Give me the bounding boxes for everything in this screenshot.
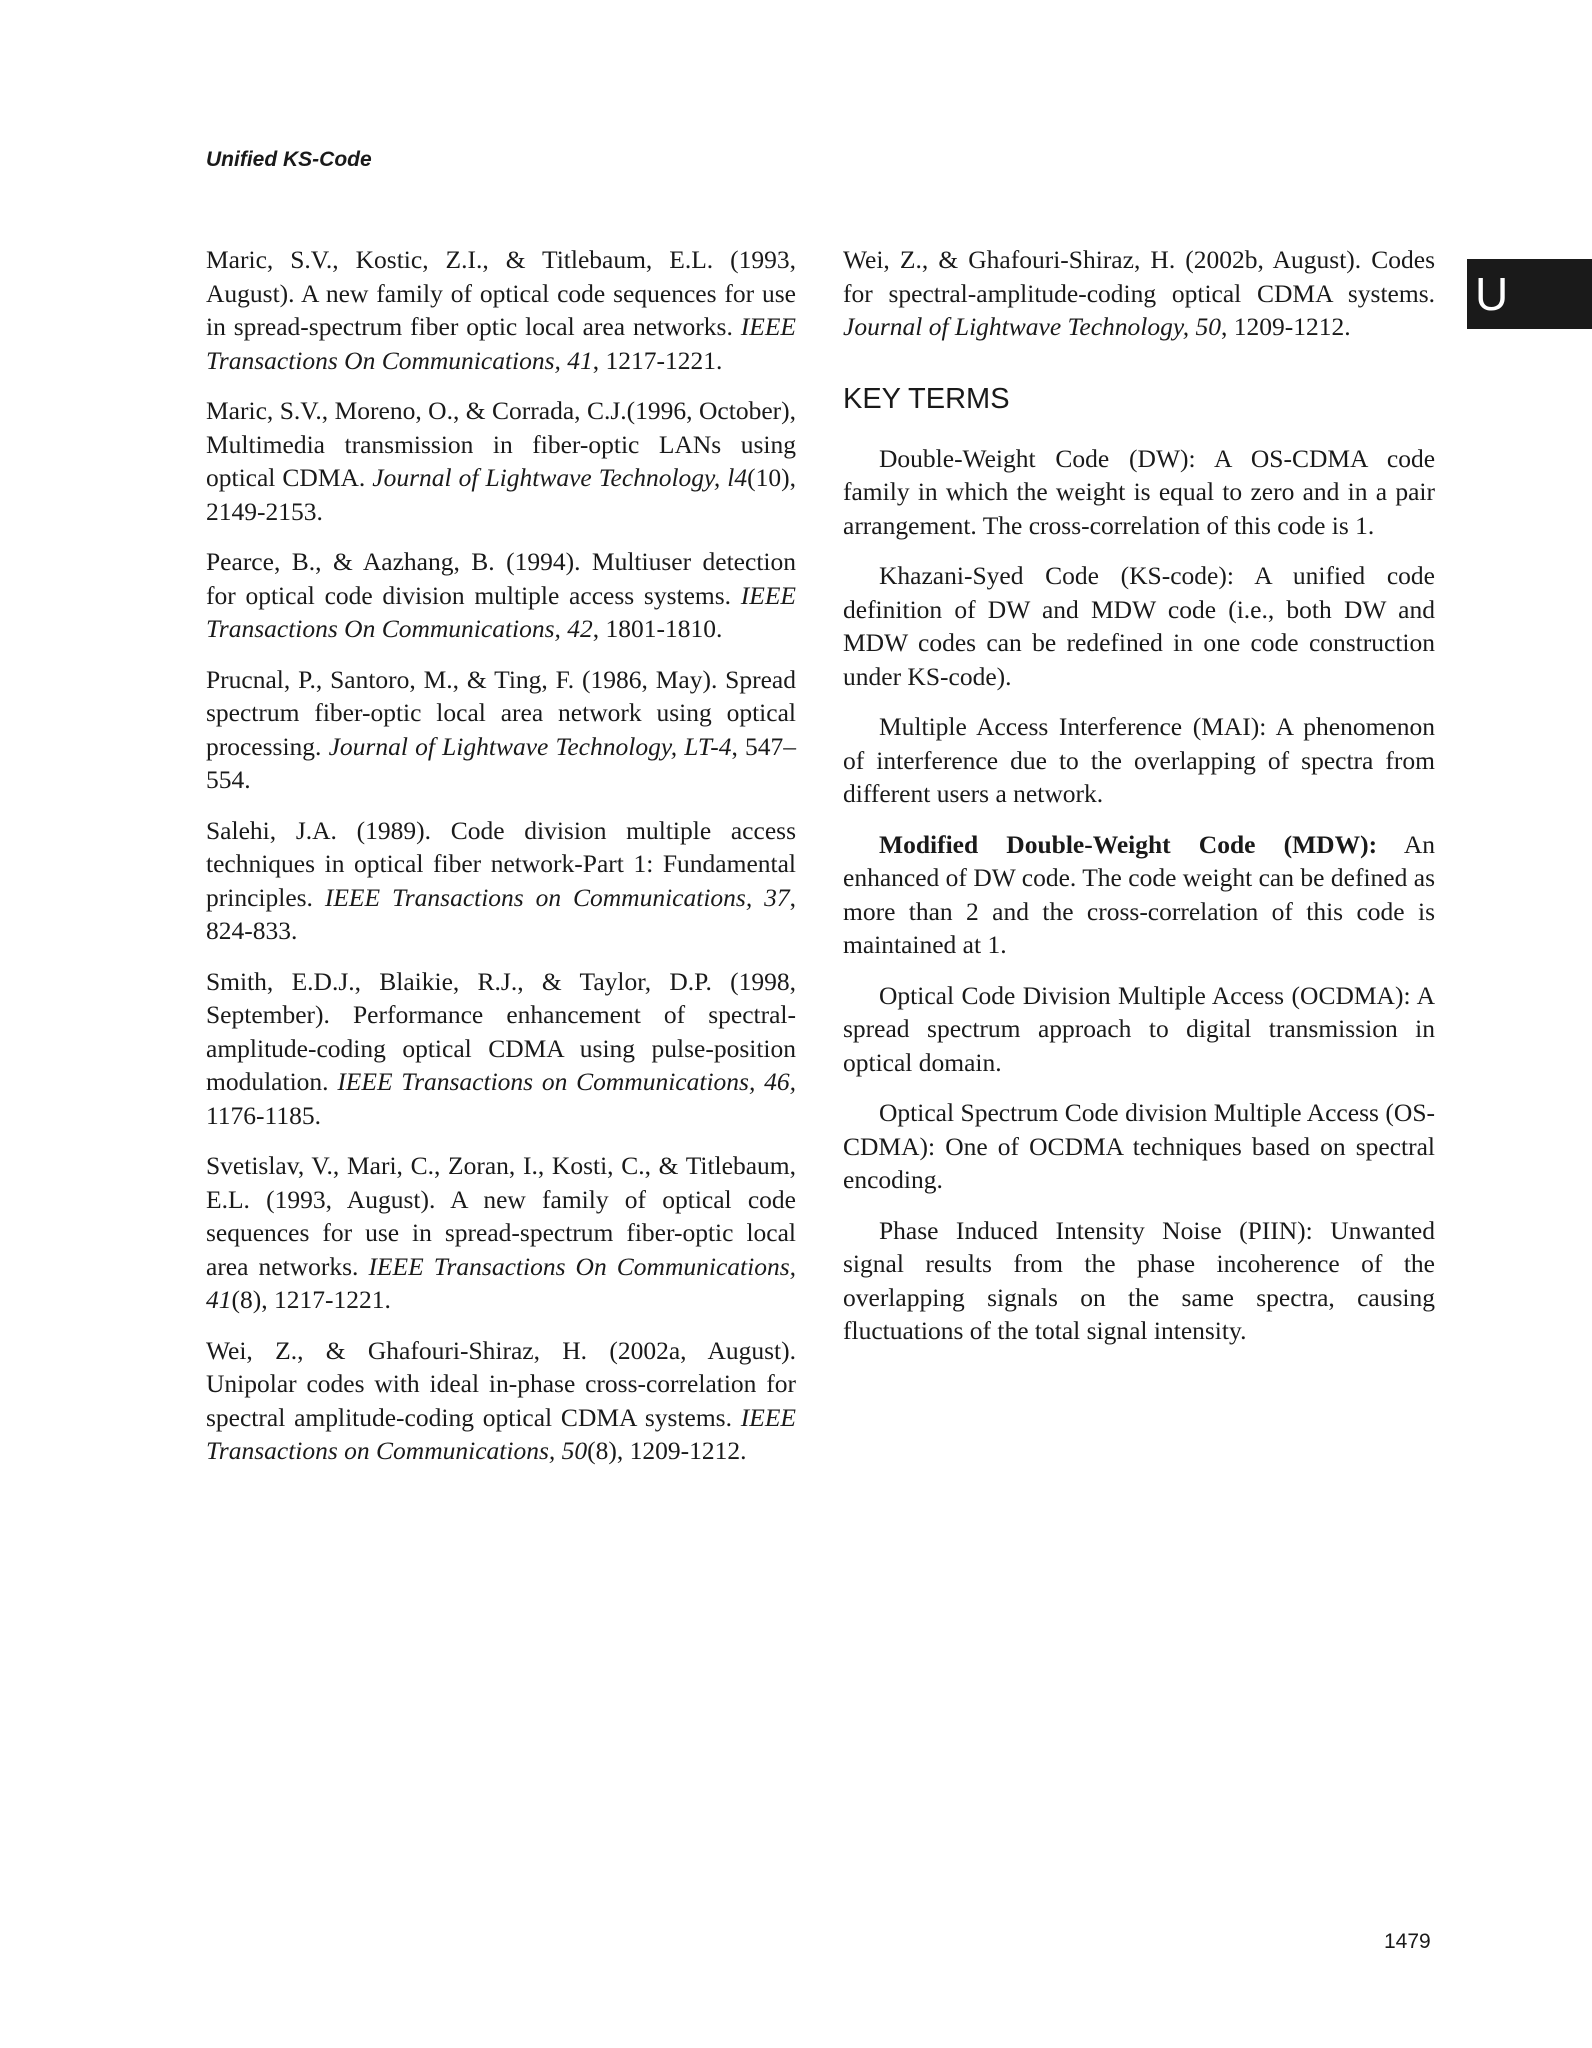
key-term-entry: Optical Code Division Multiple Access (OCDMA): A spread spectrum approach to digital transmission in optical domain. (843, 980, 1435, 1077)
key-term-name: Phase Induced Intensity Noise (PIIN): (879, 1215, 1313, 1245)
page-number: 1479 (1384, 1930, 1431, 1953)
thumb-index-tab: U (1467, 259, 1592, 329)
reference-entry: Wei, Z., & Ghafouri-Shiraz, H. (2002b, August). Codes for spectral-amplitude-coding optical CDMA systems. Journal of Lightwave Technology, 50, 1209-1212. (843, 245, 1435, 341)
reference-entry: Salehi, J.A. (1989). Code division multiple access techniques in optical fiber network-Part 1: Fundamental principles. IEEE Transactions on Communications, 37, 824-833. (206, 815, 796, 945)
key-term-name: Optical Spectrum Code division Multiple Access (OS-CDMA): (843, 1098, 1435, 1161)
key-terms-heading: KEY TERMS (843, 382, 1010, 415)
key-term-entry: Optical Spectrum Code division Multiple Access (OS-CDMA): One of OCDMA techniques based on spectral encoding. (843, 1098, 1435, 1194)
key-term-name: Multiple Access Interference (MAI): (879, 712, 1267, 741)
key-term-name: Modified Double-Weight Code (MDW): (879, 829, 1378, 859)
right-column (843, 243, 1435, 1365)
reference-entry: Svetislav, V., Mari, C., Zoran, I., Kosti, C., & Titlebaum, E.L. (1993, August). A new family of optical code sequences for use in spread-spectrum fiber-optic local area networks. IEEE Transactions On Communications, 41(8), 1217-1221. (206, 1151, 796, 1314)
key-term-entry: Double-Weight Code (DW): A OS-CDMA code family in which the weight is equal to zero and in a pair arrangement. The cross-correlation of this code is 1. (843, 443, 1436, 540)
references-left-column (206, 243, 796, 1485)
key-term-entry: Phase Induced Intensity Noise (PIIN): Unwanted signal results from the phase incoherence of the overlapping signals on the same spectra, causing fluctuations of the total signal intensity. (843, 1215, 1435, 1345)
key-term-entry: Multiple Access Interference (MAI): A phenomenon of interference due to the overlapping of spectra from different users a network. (843, 712, 1435, 808)
reference-entry: Wei, Z., & Ghafouri-Shiraz, H. (2002a, August). Unipolar codes with ideal in-phase cross-correlation for spectral amplitude-coding optical CDMA systems. IEEE Transactions on Communications, 50(8), 1209-1212. (206, 1335, 796, 1465)
key-term-name: Optical Code Division Multiple Access (OCDMA): (879, 980, 1411, 1010)
reference-entry: Pearce, B., & Aazhang, B. (1994). Multiuser detection for optical code division multiple access systems. IEEE Transactions On Communications, 42, 1801-1810. (206, 547, 796, 643)
reference-entry: Maric, S.V., Kostic, Z.I., & Titlebaum, E.L. (1993, August). A new family of optical code sequences for use in spread-spectrum fiber optic local area networks. IEEE Transactions On Communications, 41, 1217-1221. (206, 245, 796, 375)
reference-entry: Prucnal, P., Santoro, M., & Ting, F. (1986, May). Spread spectrum fiber-optic local area network using optical processing. Journal of Lightwave Technology, LT-4, 547–554. (206, 664, 797, 794)
running-head: Unified KS-Code (206, 148, 372, 171)
key-term-entry: Khazani-Syed Code (KS-code): A unified code definition of DW and MDW code (i.e., both DW and MDW codes can be redefined in one code construction under KS-code). (843, 561, 1435, 691)
key-term-name: Khazani-Syed Code (KS-code): (879, 561, 1234, 590)
reference-entry: Maric, S.V., Moreno, O., & Corrada, C.J.(1996, October), Multimedia transmission in fiber-optic LANs using optical CDMA. Journal of Lightwave Technology, l4(10), 2149-2153. (206, 396, 797, 526)
key-term-name: Double-Weight Code (DW): (879, 443, 1196, 473)
key-term-entry: Modified Double-Weight Code (MDW): An enhanced of DW code. The code weight can be defined as more than 2 and the cross-correlation of this code is maintained at 1. (843, 829, 1435, 959)
reference-entry: Smith, E.D.J., Blaikie, R.J., & Taylor, D.P. (1998, September). Performance enhancement of spectral-amplitude-coding optical CDMA using pulse-position modulation. IEEE Transactions on Communications, 46, 1176-1185. (206, 966, 796, 1130)
